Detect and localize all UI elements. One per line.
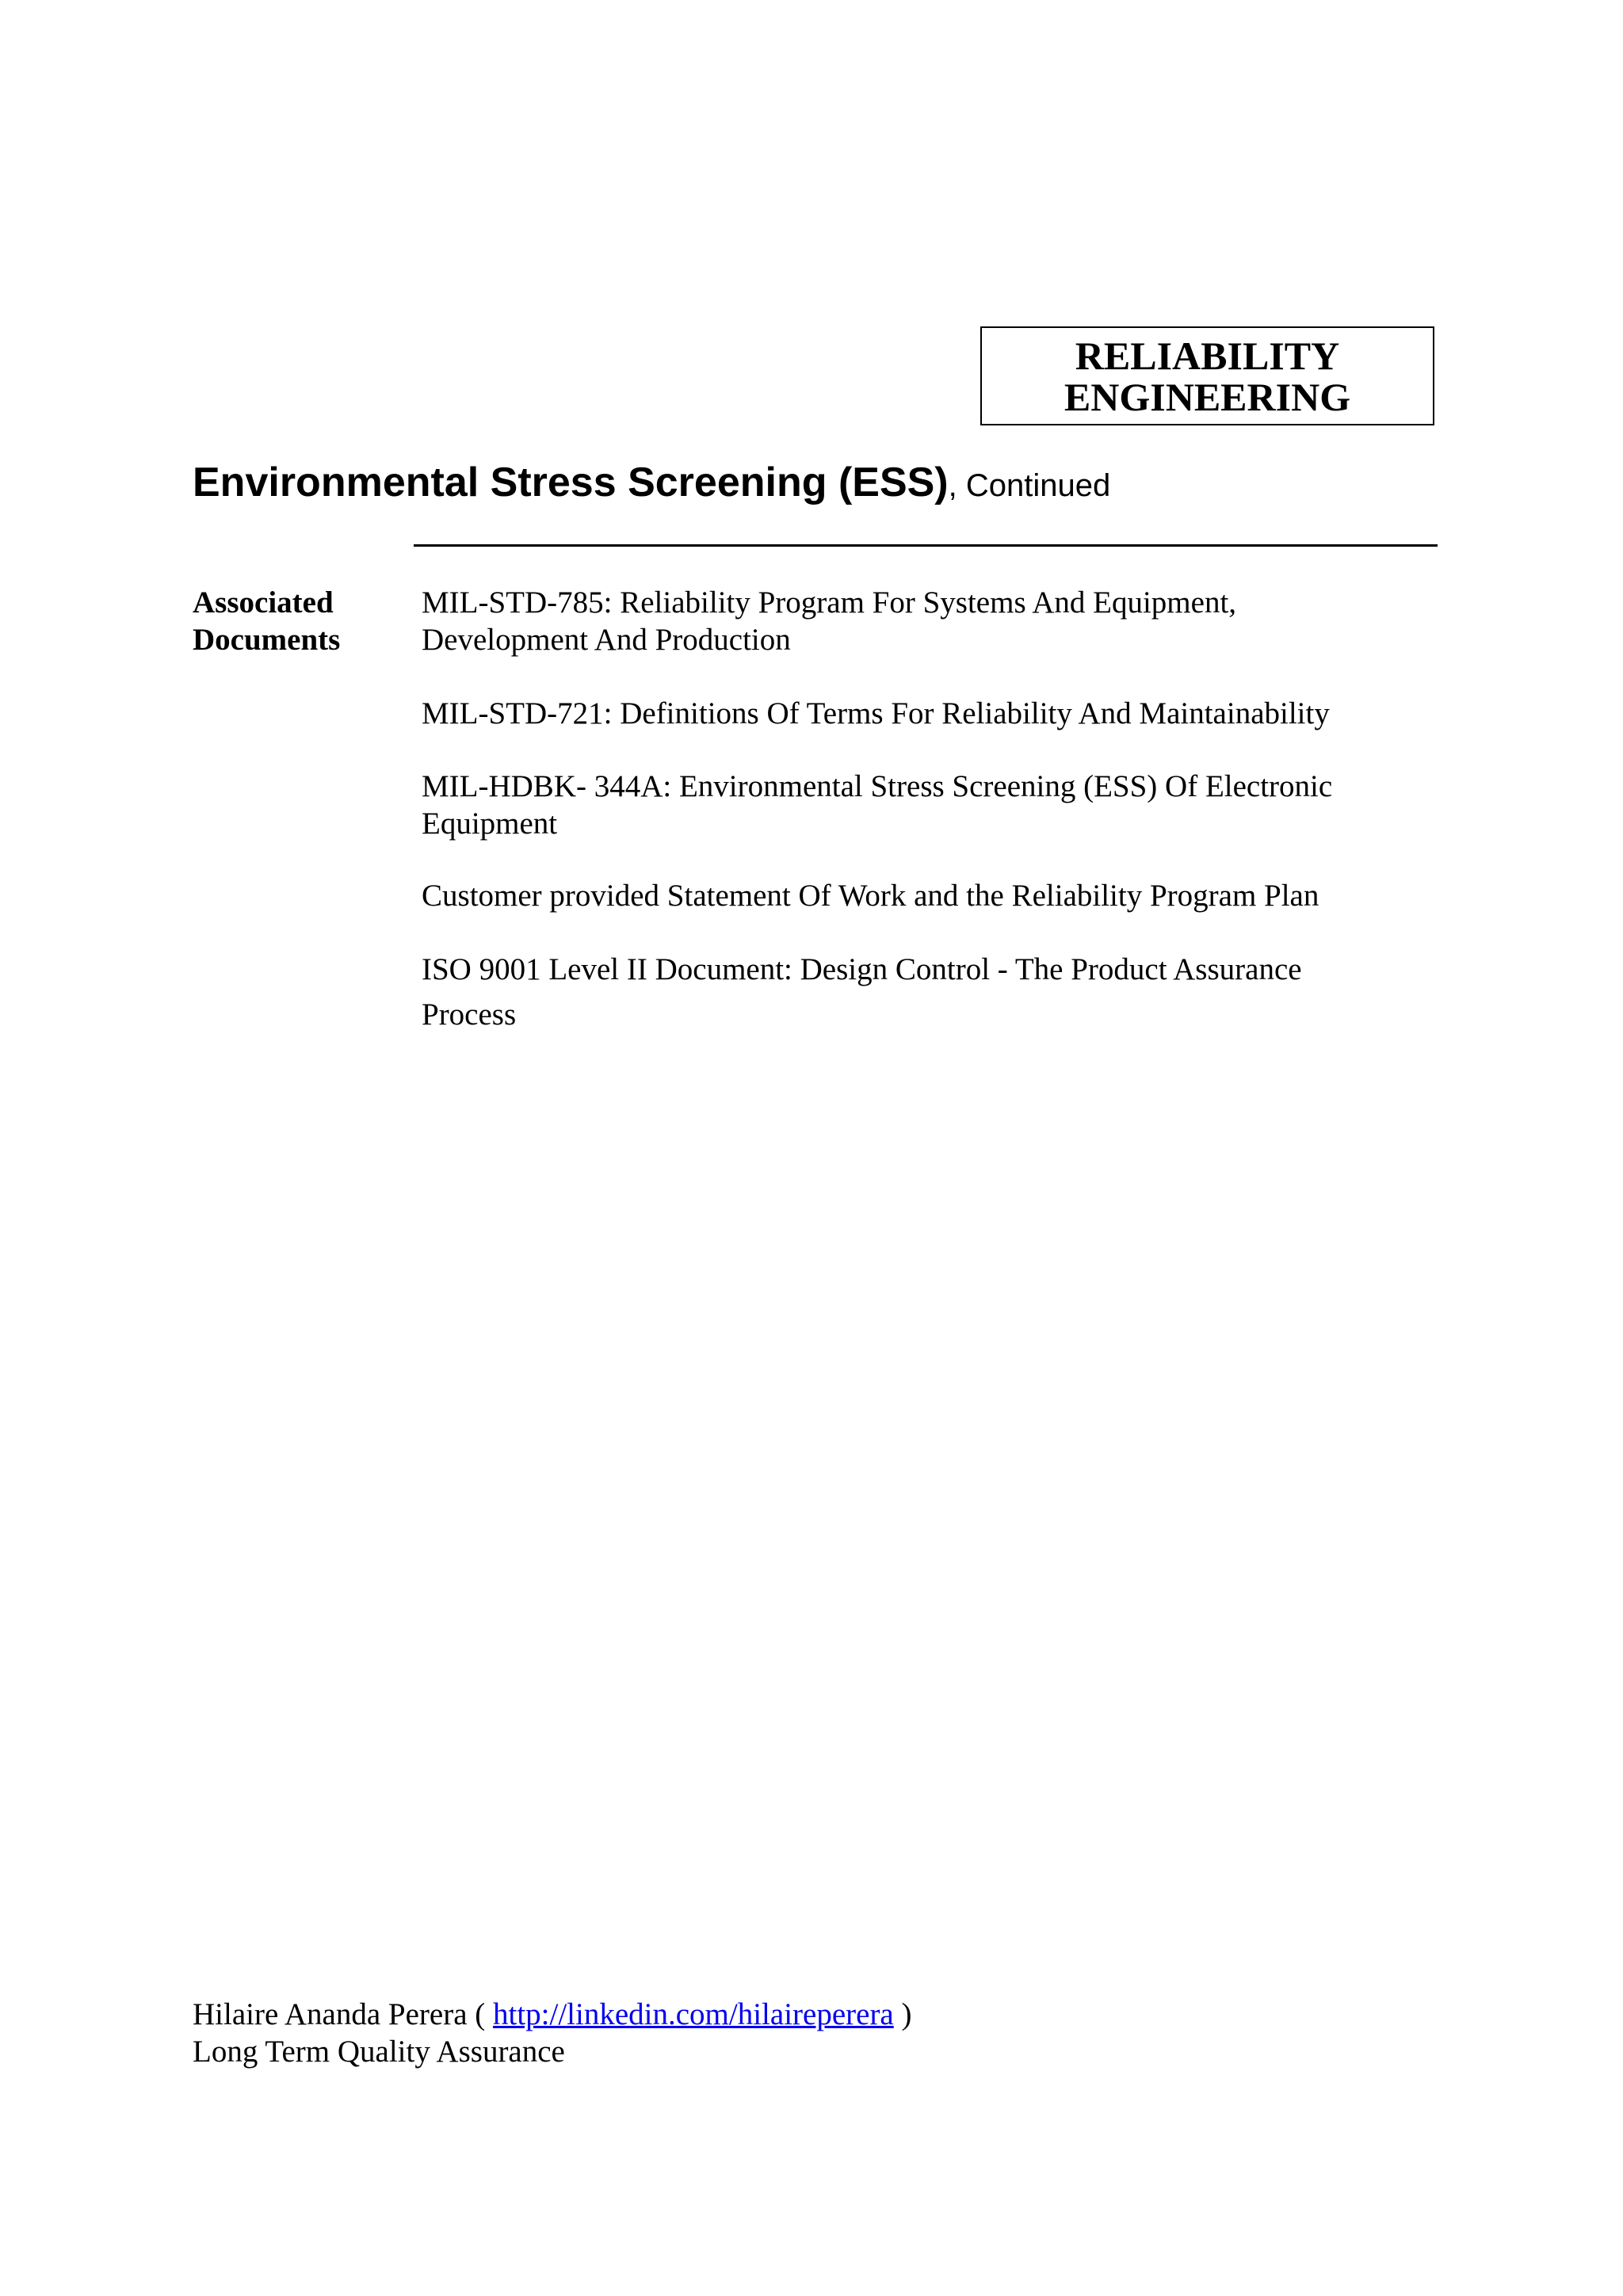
page-title — [193, 459, 1110, 506]
page-title-main: Environmental Stress Screening (ESS) — [193, 460, 949, 505]
document-item — [422, 951, 1302, 1033]
linkedin-link[interactable]: http://linkedin.com/hilaireperera — [493, 1997, 894, 2031]
section-label — [193, 584, 340, 658]
document-item — [422, 768, 1332, 842]
section-label-line-2: Documents — [193, 623, 341, 657]
footer-author-suffix: ) — [893, 1997, 912, 2031]
document-item — [422, 877, 1319, 914]
header-line-2: ENGINEERING — [1064, 374, 1351, 419]
footer-author-line — [193, 1996, 912, 2033]
document-item-line: ISO 9001 Level II Document: Design Control - The Product Assurance — [422, 952, 1302, 986]
document-item-line: MIL-STD-721: Definitions Of Terms For Reliability And Maintainability — [422, 696, 1330, 730]
document-item — [422, 584, 1236, 658]
section-label-line-1: Associated — [193, 585, 334, 620]
page-footer — [193, 1996, 912, 2070]
document-item-line: Process — [422, 997, 517, 1032]
document-item-line: Equipment — [422, 807, 558, 841]
document-item-line: Customer provided Statement Of Work and the Reliability Program Plan — [422, 879, 1319, 913]
header-line-1: RELIABILITY — [1075, 333, 1340, 378]
document-item-line: MIL-STD-785: Reliability Program For Systems And Equipment, — [422, 585, 1237, 620]
document-item-line: Development And Production — [422, 623, 791, 657]
header-box — [980, 326, 1434, 425]
document-item-line: MIL-HDBK- 344A: Environmental Stress Screening (ESS) Of Electronic — [422, 769, 1333, 803]
page-title-suffix: , Continued — [948, 468, 1111, 503]
section-divider — [414, 544, 1438, 547]
footer-line-2: Long Term Quality Assurance — [193, 2035, 565, 2069]
footer-author-prefix: Hilaire Ananda Perera ( — [193, 1997, 493, 2031]
document-item — [422, 695, 1330, 732]
